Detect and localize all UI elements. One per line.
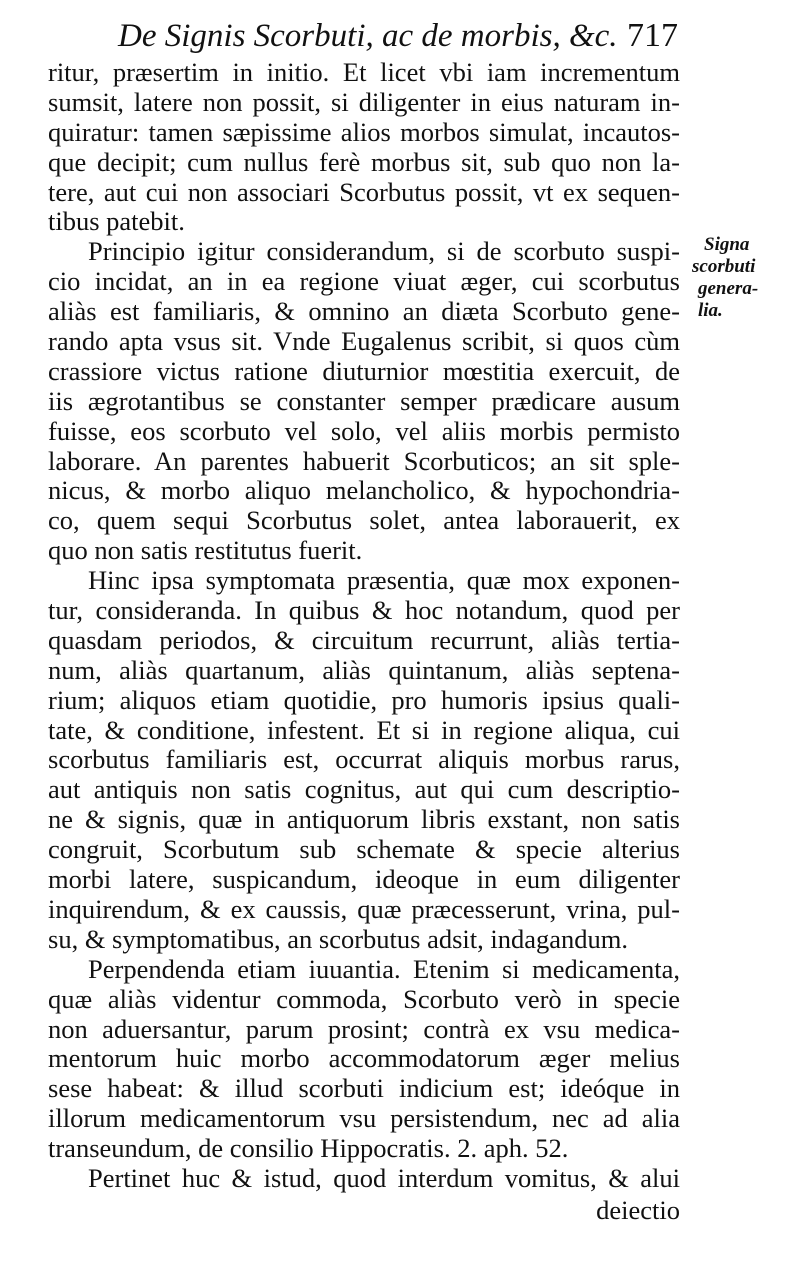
text-line: quasdam periodos, & circuitum recurrunt, aliàs tertia-: [48, 624, 680, 655]
text-line: Pertinet huc & istud, quod interdum vomitus, & alui: [88, 1162, 680, 1193]
text-line: tibus patebit.: [48, 206, 185, 237]
text-line: quiratur: tamen sæpissime alios morbos simulat, incautos-: [48, 116, 680, 147]
text-line: transeundum, de consilio Hippocratis. 2. aph. 52.: [48, 1133, 569, 1164]
text-line: Hinc ipsa symptomata præsentia, quæ mox exponen-: [88, 565, 680, 596]
text-line: co, quem sequi Scorbutus solet, antea laborauerit, ex: [48, 505, 680, 536]
text-line: quo non satis restitutus fuerit.: [48, 535, 363, 566]
text-line: Principio igitur considerandum, si de scorbuto suspi-: [88, 236, 680, 267]
text-line: laborare. An parentes habuerit Scorbuticos; an sit sple-: [48, 445, 680, 476]
margin-note-line: Signa: [704, 234, 750, 255]
page-number: 717: [627, 17, 678, 54]
text-line: su, & symptomatibus, an scorbutus adsit, indagandum.: [48, 923, 629, 954]
text-line: nicus, & morbo aliquo melancholico, & hypochondria-: [48, 475, 680, 506]
text-line: tur, consideranda. In quibus & hoc notandum, quod per: [48, 595, 680, 626]
text-line: iis ægrotantibus se constanter semper prædicare ausum: [48, 385, 680, 416]
text-line: congruit, Scorbutum sub schemate & specie alterius: [48, 834, 680, 865]
text-line: rando apta vsus sit. Vnde Eugalenus scribit, si quos cùm: [48, 326, 680, 357]
text-line: ne & signis, quæ in antiquorum libris exstant, non satis: [48, 804, 680, 835]
text-line: aut antiquis non satis cognitus, aut qui cum descriptio-: [48, 774, 680, 805]
text-line: quæ aliàs videntur commoda, Scorbuto verò in specie: [48, 983, 680, 1014]
text-line: Perpendenda etiam iuuantia. Etenim si medicamenta,: [88, 953, 680, 984]
text-line: sese habeat: & illud scorbuti indicium est; ideóque in: [48, 1073, 680, 1104]
text-line: cio incidat, an in ea regione viuat æger, cui scorbutus: [48, 266, 680, 297]
catchword: deiectio: [596, 1194, 680, 1225]
text-line: mentorum huic morbo accommodatorum æger melius: [48, 1043, 680, 1074]
text-line: non aduersantur, parum prosint; contrà ex vsu medica-: [48, 1013, 680, 1044]
running-title: De Signis Scorbuti, ac de morbis, &c.: [118, 18, 618, 54]
text-line: fuisse, eos scorbuto vel solo, vel aliis morbis permisto: [48, 415, 680, 446]
margin-note-line: scorbuti: [692, 256, 756, 277]
margin-note-line: lia.: [698, 300, 723, 321]
margin-note-line: genera-: [698, 278, 759, 299]
text-line: illorum medicamentorum vsu persistendum, nec ad alia: [48, 1103, 680, 1134]
text-line: crassiore victus ratione diuturnior mœstitia exercuit, de: [48, 355, 680, 386]
text-line: rium; aliquos etiam quotidie, pro humoris ipsius quali-: [48, 684, 680, 715]
text-line: tere, aut cui non associari Scorbutus possit, vt ex sequen-: [48, 176, 680, 207]
text-line: morbi latere, suspicandum, ideoque in eum diligenter: [48, 864, 680, 895]
running-head: [118, 14, 678, 58]
text-line: sumsit, latere non possit, si diligenter in eius naturam in-: [48, 86, 680, 117]
body-text: [48, 58, 680, 1226]
text-line: ritur, præsertim in initio. Et licet vbi iam incrementum: [48, 57, 680, 87]
text-line: scorbutus familiaris est, occurrat aliquis morbus rarus,: [48, 744, 680, 775]
text-line: aliàs est familiaris, & omnino an diæta Scorbuto gene-: [48, 296, 680, 327]
margin-note: [692, 234, 792, 322]
text-line: num, aliàs quartanum, aliàs quintanum, aliàs septena-: [48, 654, 680, 685]
text-line: tate, & conditione, infestent. Et si in regione aliqua, cui: [48, 714, 680, 745]
text-line: que decipit; cum nullus ferè morbus sit, sub quo non la-: [48, 146, 680, 177]
text-line: inquirendum, & ex caussis, quæ præcesserunt, vrina, pul-: [48, 893, 680, 924]
